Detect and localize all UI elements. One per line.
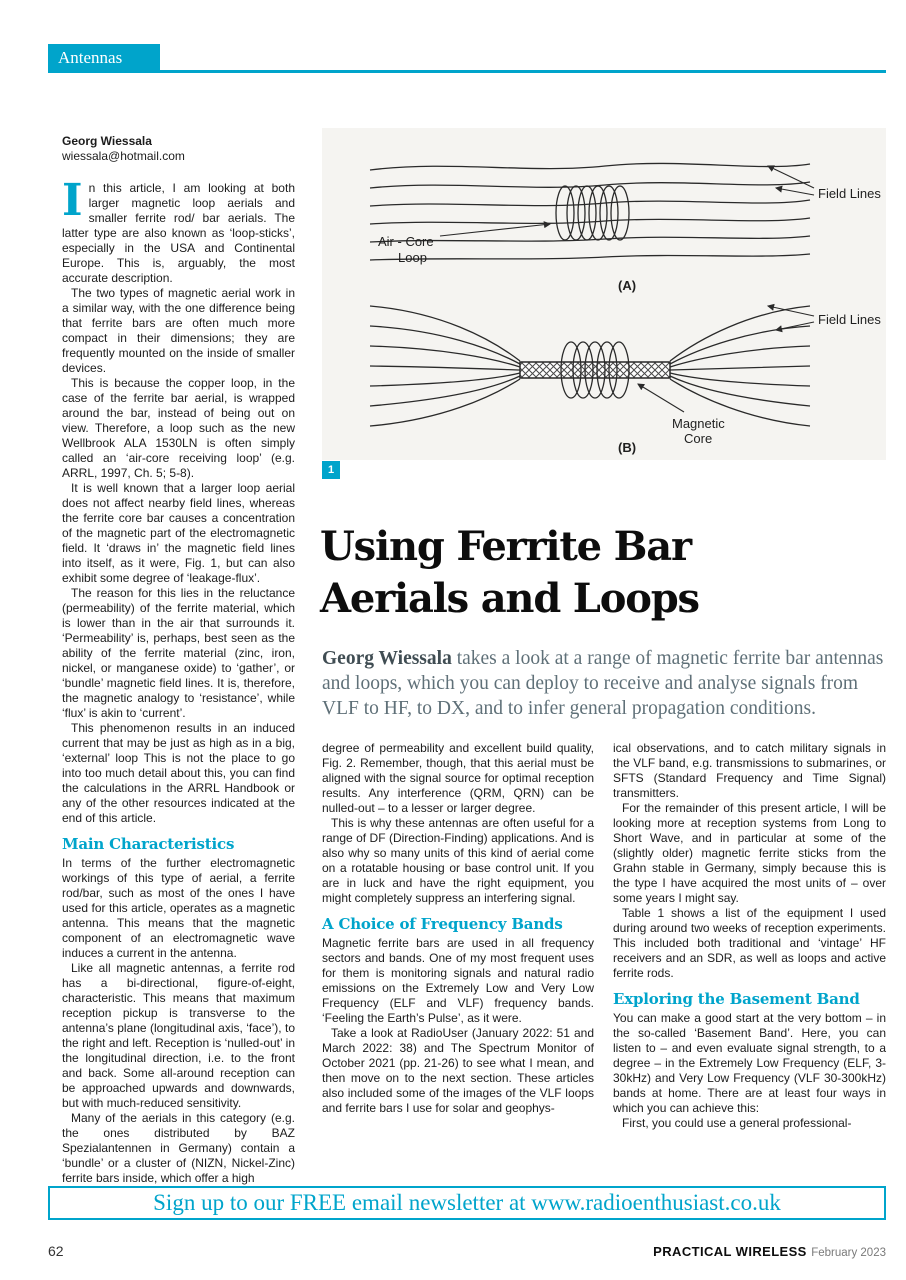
leader-arrows-b xyxy=(638,306,814,412)
article-paragraph: The reason for this lies in the reluctance (permeability) of the ferrite material, which is lower than in the air that surrounds it. ‘Permeability’ is, perhaps, best seen as the ability of the ferrite material (zinc, iron, nickel, or manganese oxide) to ‘gather’, or ‘bundle’ magnetic field lines. It is, therefore, the magnetic analogy to ‘resistance’, while ‘flux’ is akin to ‘current’. xyxy=(62,586,295,720)
article-paragraph: In terms of the further electromagnetic workings of this type of aerial, a ferrite rod/bar, such as most of the ones I have used for this article, operates as a magnetic antenna. This means that the magnetic component of an electromagnetic wave induces a current in the antenna. xyxy=(62,856,295,960)
author-email[interactable]: wiessala@hotmail.com xyxy=(62,149,185,163)
field-lines-b-right xyxy=(670,306,810,426)
page-footer xyxy=(48,1243,886,1261)
article-title xyxy=(320,521,886,625)
field-lines-b-left xyxy=(370,306,520,426)
article-paragraph: It is well known that a larger loop aerial does not affect nearby field lines, whereas the ferrite core bar causes a concentration of the magnetic part of the electromagnetic field. It ‘draws in’ the magnetic field lines into itself, as it were, Fig. 1, but can also exhibit some degree of ‘leakage-flux’. xyxy=(62,481,295,585)
air-core-loop-label-line2: Loop xyxy=(398,250,427,265)
section-label: Antennas xyxy=(48,44,160,71)
top-rule-divider xyxy=(48,70,886,73)
section-heading-main-characteristics: Main Characteristics xyxy=(62,835,235,853)
article-paragraph: For the remainder of this present article, I will be looking more at reception systems from Long to Short Wave, and in particular at some of the (slightly older) magnetic ferrite sticks from the Grahn stable in Germany, simply because this is the type I have acquired the most units of – over some years I might say. xyxy=(613,801,886,905)
diagram-b-marker: (B) xyxy=(618,440,637,455)
field-lines-label-b: Field Lines xyxy=(818,312,881,327)
section-heading-frequency-bands: A Choice of Frequency Bands xyxy=(322,915,563,933)
diagram-a-marker: (A) xyxy=(618,278,637,293)
figure1 xyxy=(322,128,886,460)
magazine-credit xyxy=(653,1243,886,1261)
article-paragraph: Table 1 shows a list of the equipment I used during around two weeks of reception experiments. This included both traditional and ‘vintage’ HF receivers and an SDR, as well as loops and active ferrite rods. xyxy=(613,906,886,980)
article-paragraph: Many of the aerials in this category (e.g. the ones distributed by BAZ Spezialantennen in Germany) contain a ‘bundle’ or a cluster of (NIZN, Nickel-Zinc) ferrite bars inside, which offer a high xyxy=(62,1111,295,1185)
article-paragraph: ical observations, and to catch military signals in the VLF band, e.g. transmissions to submarines, or SFTS (Standard Frequency and Time Signal) transmitters. xyxy=(613,741,886,800)
page-number: 62 xyxy=(48,1243,64,1259)
article-paragraph: This is why these antennas are often useful for a range of DF (Direction-Finding) applications. And is also why so many units of this kind of aerial come on a rotatable housing or base control unit. If you are in luck and have the right equipment, you might completely suppress an interfering signal. xyxy=(322,816,594,905)
figure1-diagram xyxy=(322,128,886,460)
right-column xyxy=(613,741,886,1131)
magnetic-core-label-line2: Core xyxy=(684,431,713,446)
left-column xyxy=(62,175,295,1186)
article-title-line2: Aerials and Loops xyxy=(320,574,699,622)
figure1-number-badge: 1 xyxy=(322,461,340,479)
article-paragraph xyxy=(62,175,295,286)
air-core-loop-label-line1: Air - Core xyxy=(378,234,434,249)
article-paragraph: Like all magnetic antennas, a ferrite rod has a bi-directional, figure-of-eight, characteristic. This means that maximum reception pickup is transverse to the antenna’s plane (longitudinal axis, ‘face’), to the right and left. Reception is ‘nulled-out’ in the longitudinal direction, i.e. to the front and back. Some all-around reception can be approached upwards and downwards, but with much-reduced sensitivity. xyxy=(62,961,295,1110)
article-paragraph: degree of permeability and excellent build quality, Fig. 2. Remember, though, that this aerial must be aligned with the signal source for optimal reception results. Any interference (QRM, QRN) can be nulled-out – to a lesser or larger degree. xyxy=(322,741,594,815)
article-paragraph: The two types of magnetic aerial work in a similar way, with the one difference being that ferrite bars are often much more compact in their dimensions; they are frequently mounted on the inside of smaller devices. xyxy=(62,286,295,375)
article-paragraph: First, you could use a general professional- xyxy=(622,1116,852,1130)
article-paragraph: You can make a good start at the very bottom – in the so-called ‘Basement Band’. Here, you can listen to – and even evaluate signal strength, to a degree – in the Extremely Low Frequency (ELF, 3-30kHz) and Very Low Frequency (VLF 30-300kHz) bands at home. There are at least four ways in which you can achieve this: xyxy=(613,1011,886,1115)
article-paragraph: This phenomenon results in an induced current that may be just as high as in a big, ‘external’ loop This is not the place to go into too much detail about this, you can find the calculations in the ARRL Handbook or any of the other resources indicated at the end of this article. xyxy=(62,721,295,825)
middle-column xyxy=(322,741,594,1116)
author-name: Georg Wiessala xyxy=(62,134,152,148)
issue-date: February 2023 xyxy=(811,1247,886,1259)
magazine-name: PRACTICAL WIRELESS xyxy=(653,1244,807,1259)
diagram-a-air-core-loop xyxy=(370,163,881,293)
section-heading-basement-band: Exploring the Basement Band xyxy=(613,990,860,1008)
diagram-b-magnetic-core xyxy=(370,306,881,455)
article-title-line1: Using Ferrite Bar xyxy=(320,522,691,570)
field-lines-a xyxy=(370,163,810,260)
newsletter-banner[interactable]: Sign up to our FREE email newsletter at www.radioenthusiast.co.uk xyxy=(48,1186,886,1220)
ferrite-core-bar xyxy=(520,362,670,378)
air-core-coil xyxy=(556,186,629,240)
article-paragraph: Magnetic ferrite bars are used in all frequency sectors and bands. One of my most frequent uses for them is monitoring signals and natural radio emissions on the Extremely Low and Very Low Frequency (ELF and VLF) frequency bands. ‘Feeling the Earth’s Pulse’, as it were. xyxy=(322,936,594,1025)
standfirst-text: takes a look at a range of magnetic ferrite bar antennas and loops, which you can deploy to receive and analyse signals from VLF to HF, to DX, and to infer general propagation conditions. xyxy=(322,647,884,719)
leader-arrows-a xyxy=(440,166,814,236)
article-paragraph: Take a look at RadioUser (January 2022: 51 and March 2022: 38) and The Spectrum Monitor of October 2021 (pp. 21-26) to see what I mean, and then move on to the next section. These articles also included some of the images of the VLF loops and ferrite bars I use for solar and geophys- xyxy=(322,1026,594,1115)
drop-cap: I xyxy=(62,175,83,226)
standfirst xyxy=(322,646,884,721)
field-lines-label-a: Field Lines xyxy=(818,186,881,201)
magnetic-core-label-line1: Magnetic xyxy=(672,416,725,431)
standfirst-author: Georg Wiessala xyxy=(322,647,452,669)
article-paragraph: This is because the copper loop, in the case of the ferrite bar aerial, is wrapped around the bar, instead of being out on view. Therefore, a loop such as the new Wellbrook ALA 1530LN is often simply called an ‘air-core receiving loop’ (e.g. ARRL, 1997, Ch. 5; 5-8). xyxy=(62,376,295,480)
paragraph-text: n this article, I am looking at both larger magnetic loop aerials and smaller ferrite rod/ bar aerials. The latter type are also known as ‘loop-sticks’, especially in the USA and Continental Europe. This is, arguably, the most accurate description. xyxy=(62,181,295,285)
author-block xyxy=(62,134,295,164)
